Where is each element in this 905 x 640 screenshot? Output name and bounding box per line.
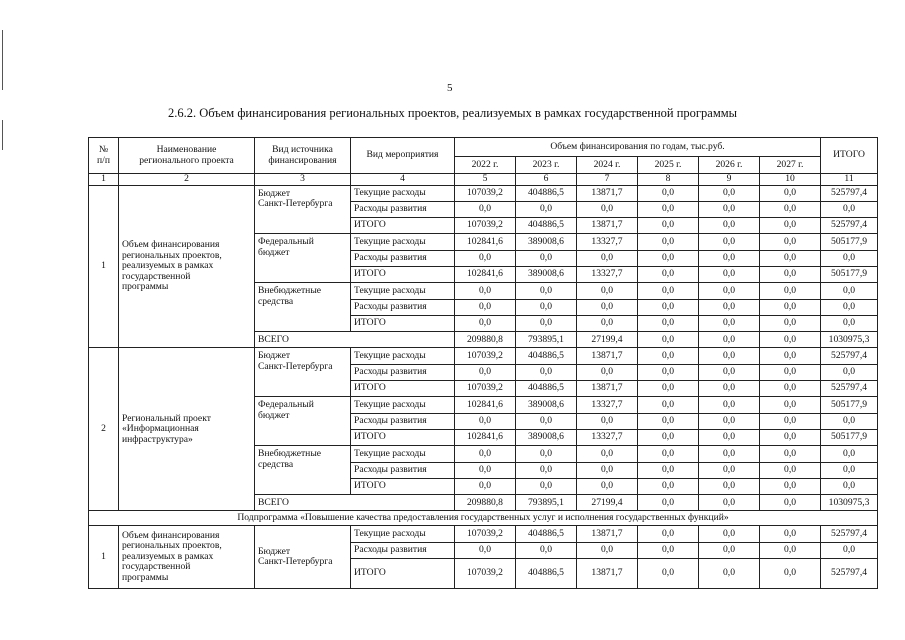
column-number: 5 — [455, 174, 516, 186]
value-cell: 0,0 — [699, 429, 760, 445]
value-cell: 102841,6 — [455, 397, 516, 413]
activity-type: Текущие расходы — [351, 185, 455, 201]
activity-type: Расходы развития — [351, 201, 455, 217]
project-number: 1 — [89, 526, 119, 589]
value-cell: 0,0 — [577, 462, 638, 478]
total-cell: 0,0 — [821, 446, 878, 462]
project-name: Объем финансирования региональных проектов, реализуемых в рамках государственной программы — [119, 526, 255, 589]
scan-edge-mark — [2, 120, 3, 150]
value-cell: 13327,7 — [577, 397, 638, 413]
activity-type: Текущие расходы — [351, 397, 455, 413]
value-cell: 102841,6 — [455, 266, 516, 282]
value-cell: 107039,2 — [455, 526, 516, 542]
value-cell: 0,0 — [760, 542, 821, 558]
header-year: 2023 г. — [516, 157, 577, 174]
value-cell: 0,0 — [638, 559, 699, 589]
header-row — [89, 138, 878, 157]
total-cell: 1030975,3 — [821, 495, 878, 511]
column-number: 2 — [119, 174, 255, 186]
column-number: 3 — [255, 174, 351, 186]
value-cell: 0,0 — [455, 462, 516, 478]
value-cell: 0,0 — [638, 495, 699, 511]
column-number: 9 — [699, 174, 760, 186]
value-cell: 0,0 — [577, 446, 638, 462]
total-cell: 1030975,3 — [821, 332, 878, 348]
total-cell: 525797,4 — [821, 559, 878, 589]
value-cell: 13871,7 — [577, 185, 638, 201]
value-cell: 389008,6 — [516, 266, 577, 282]
header-total: ИТОГО — [821, 138, 878, 174]
financing-table — [88, 137, 878, 589]
value-cell: 0,0 — [760, 234, 821, 250]
table-row — [89, 526, 878, 542]
scan-edge-mark — [2, 30, 3, 90]
value-cell: 0,0 — [760, 413, 821, 429]
activity-type: Текущие расходы — [351, 234, 455, 250]
value-cell: 0,0 — [760, 364, 821, 380]
header-funding: Объем финансирования по годам, тыс.руб. — [455, 138, 821, 157]
funding-source: Федеральный бюджет — [255, 397, 351, 446]
value-cell: 107039,2 — [455, 381, 516, 397]
funding-source: Бюджет Санкт-Петербурга — [255, 348, 351, 397]
activity-type: Текущие расходы — [351, 348, 455, 364]
value-cell: 0,0 — [577, 283, 638, 299]
value-cell: 0,0 — [699, 201, 760, 217]
value-cell: 0,0 — [577, 542, 638, 558]
value-cell: 0,0 — [455, 283, 516, 299]
value-cell: 0,0 — [638, 429, 699, 445]
value-cell: 0,0 — [516, 413, 577, 429]
value-cell: 0,0 — [516, 446, 577, 462]
total-cell: 0,0 — [821, 462, 878, 478]
activity-type: Текущие расходы — [351, 283, 455, 299]
value-cell: 0,0 — [638, 413, 699, 429]
total-cell: 0,0 — [821, 250, 878, 266]
value-cell: 0,0 — [455, 299, 516, 315]
value-cell: 0,0 — [577, 413, 638, 429]
value-cell: 0,0 — [760, 299, 821, 315]
total-cell: 505177,9 — [821, 266, 878, 282]
value-cell: 389008,6 — [516, 429, 577, 445]
column-number: 7 — [577, 174, 638, 186]
total-cell: 525797,4 — [821, 526, 878, 542]
project-number: 2 — [89, 348, 119, 511]
value-cell: 13327,7 — [577, 266, 638, 282]
project-name: Региональный проект «Информационная инфраструктура» — [119, 348, 255, 511]
value-cell: 0,0 — [516, 478, 577, 494]
value-cell: 107039,2 — [455, 559, 516, 589]
activity-type: ИТОГО — [351, 381, 455, 397]
value-cell: 0,0 — [638, 526, 699, 542]
value-cell: 0,0 — [699, 542, 760, 558]
total-cell: 0,0 — [821, 478, 878, 494]
project-number: 1 — [89, 185, 119, 348]
funding-source: Федеральный бюджет — [255, 234, 351, 283]
value-cell: 0,0 — [699, 397, 760, 413]
value-cell: 0,0 — [638, 397, 699, 413]
value-cell: 0,0 — [760, 495, 821, 511]
value-cell: 13871,7 — [577, 218, 638, 234]
value-cell: 404886,5 — [516, 381, 577, 397]
value-cell: 0,0 — [638, 185, 699, 201]
value-cell: 0,0 — [699, 185, 760, 201]
activity-type: Расходы развития — [351, 462, 455, 478]
value-cell: 793895,1 — [516, 332, 577, 348]
value-cell: 0,0 — [760, 266, 821, 282]
value-cell: 27199,4 — [577, 332, 638, 348]
value-cell: 0,0 — [699, 348, 760, 364]
total-cell: 505177,9 — [821, 429, 878, 445]
value-cell: 0,0 — [699, 315, 760, 331]
total-cell: 525797,4 — [821, 348, 878, 364]
value-cell: 389008,6 — [516, 397, 577, 413]
value-cell: 0,0 — [638, 250, 699, 266]
value-cell: 0,0 — [455, 201, 516, 217]
value-cell: 0,0 — [699, 526, 760, 542]
section-title: 2.6.2. Объем финансирования региональных проектов, реализуемых в рамках государственной программы — [167, 106, 738, 120]
value-cell: 0,0 — [577, 250, 638, 266]
column-number: 4 — [351, 174, 455, 186]
value-cell: 0,0 — [455, 315, 516, 331]
table-body — [89, 138, 878, 589]
total-cell: 525797,4 — [821, 381, 878, 397]
total-cell: 0,0 — [821, 364, 878, 380]
total-cell: 505177,9 — [821, 397, 878, 413]
activity-type: ИТОГО — [351, 218, 455, 234]
activity-type: Текущие расходы — [351, 446, 455, 462]
header-year: 2027 г. — [760, 157, 821, 174]
header-year: 2024 г. — [577, 157, 638, 174]
value-cell: 0,0 — [638, 201, 699, 217]
value-cell: 0,0 — [699, 234, 760, 250]
value-cell: 0,0 — [699, 413, 760, 429]
value-cell: 13871,7 — [577, 559, 638, 589]
header-source: Вид источника финансирования — [255, 138, 351, 174]
value-cell: 404886,5 — [516, 526, 577, 542]
page-number: 5 — [447, 82, 453, 94]
value-cell: 0,0 — [577, 478, 638, 494]
value-cell: 0,0 — [516, 250, 577, 266]
activity-type: Расходы развития — [351, 299, 455, 315]
value-cell: 0,0 — [638, 234, 699, 250]
value-cell: 107039,2 — [455, 348, 516, 364]
total-cell: 0,0 — [821, 283, 878, 299]
value-cell: 0,0 — [760, 429, 821, 445]
value-cell: 0,0 — [638, 478, 699, 494]
table-row — [89, 185, 878, 201]
activity-type: Расходы развития — [351, 364, 455, 380]
total-cell: 525797,4 — [821, 185, 878, 201]
value-cell: 0,0 — [516, 201, 577, 217]
value-cell: 0,0 — [455, 446, 516, 462]
value-cell: 0,0 — [638, 315, 699, 331]
value-cell: 0,0 — [516, 542, 577, 558]
value-cell: 0,0 — [516, 283, 577, 299]
funding-source: Бюджет Санкт-Петербурга — [255, 185, 351, 234]
activity-type: ИТОГО — [351, 559, 455, 589]
activity-type: Расходы развития — [351, 250, 455, 266]
column-number-row — [89, 174, 878, 186]
value-cell: 0,0 — [760, 283, 821, 299]
funding-source: Внебюджетные средства — [255, 283, 351, 332]
activity-type: Расходы развития — [351, 413, 455, 429]
total-cell: 525797,4 — [821, 218, 878, 234]
funding-source: Бюджет Санкт-Петербурга — [255, 526, 351, 589]
value-cell: 404886,5 — [516, 348, 577, 364]
activity-type: ИТОГО — [351, 429, 455, 445]
total-cell: 0,0 — [821, 201, 878, 217]
value-cell: 0,0 — [760, 559, 821, 589]
value-cell: 13327,7 — [577, 429, 638, 445]
value-cell: 13871,7 — [577, 348, 638, 364]
value-cell: 0,0 — [638, 348, 699, 364]
value-cell: 0,0 — [699, 364, 760, 380]
value-cell: 0,0 — [699, 478, 760, 494]
value-cell: 389008,6 — [516, 234, 577, 250]
funding-source: Внебюджетные средства — [255, 446, 351, 495]
value-cell: 0,0 — [699, 283, 760, 299]
value-cell: 0,0 — [699, 250, 760, 266]
value-cell: 0,0 — [516, 462, 577, 478]
value-cell: 107039,2 — [455, 185, 516, 201]
value-cell: 0,0 — [638, 218, 699, 234]
value-cell: 0,0 — [699, 381, 760, 397]
value-cell: 13327,7 — [577, 234, 638, 250]
value-cell: 0,0 — [455, 478, 516, 494]
value-cell: 209880,8 — [455, 495, 516, 511]
value-cell: 404886,5 — [516, 218, 577, 234]
value-cell: 793895,1 — [516, 495, 577, 511]
header-year: 2025 г. — [638, 157, 699, 174]
value-cell: 0,0 — [760, 332, 821, 348]
value-cell: 0,0 — [760, 315, 821, 331]
grand-total-label: ВСЕГО — [255, 332, 455, 348]
grand-total-label: ВСЕГО — [255, 495, 455, 511]
value-cell: 0,0 — [699, 462, 760, 478]
header-year: 2026 г. — [699, 157, 760, 174]
value-cell: 0,0 — [638, 266, 699, 282]
value-cell: 0,0 — [760, 348, 821, 364]
subprogram-row — [89, 511, 878, 526]
header-num: № п/п — [89, 138, 119, 174]
value-cell: 404886,5 — [516, 559, 577, 589]
value-cell: 102841,6 — [455, 429, 516, 445]
activity-type: ИТОГО — [351, 478, 455, 494]
value-cell: 0,0 — [760, 478, 821, 494]
column-number: 10 — [760, 174, 821, 186]
value-cell: 0,0 — [516, 299, 577, 315]
value-cell: 0,0 — [760, 526, 821, 542]
activity-type: ИТОГО — [351, 315, 455, 331]
value-cell: 0,0 — [699, 332, 760, 348]
value-cell: 0,0 — [455, 542, 516, 558]
total-cell: 0,0 — [821, 413, 878, 429]
value-cell: 0,0 — [638, 364, 699, 380]
value-cell: 0,0 — [638, 299, 699, 315]
value-cell: 0,0 — [760, 397, 821, 413]
column-number: 8 — [638, 174, 699, 186]
value-cell: 107039,2 — [455, 218, 516, 234]
value-cell: 0,0 — [455, 250, 516, 266]
column-number: 11 — [821, 174, 878, 186]
project-name: Объем финансирования региональных проектов, реализуемых в рамках государственной программы — [119, 185, 255, 348]
value-cell: 0,0 — [638, 462, 699, 478]
value-cell: 0,0 — [760, 250, 821, 266]
column-number: 6 — [516, 174, 577, 186]
value-cell: 0,0 — [760, 185, 821, 201]
value-cell: 0,0 — [760, 381, 821, 397]
activity-type: Текущие расходы — [351, 526, 455, 542]
value-cell: 0,0 — [638, 381, 699, 397]
value-cell: 27199,4 — [577, 495, 638, 511]
value-cell: 102841,6 — [455, 234, 516, 250]
value-cell: 0,0 — [638, 542, 699, 558]
value-cell: 13871,7 — [577, 526, 638, 542]
value-cell: 0,0 — [760, 218, 821, 234]
value-cell: 0,0 — [760, 201, 821, 217]
value-cell: 0,0 — [577, 315, 638, 331]
header-activity: Вид мероприятия — [351, 138, 455, 174]
value-cell: 0,0 — [699, 299, 760, 315]
activity-type: Расходы развития — [351, 542, 455, 558]
value-cell: 0,0 — [455, 364, 516, 380]
header-year: 2022 г. — [455, 157, 516, 174]
value-cell: 0,0 — [760, 446, 821, 462]
value-cell: 0,0 — [577, 201, 638, 217]
total-cell: 0,0 — [821, 315, 878, 331]
total-cell: 0,0 — [821, 542, 878, 558]
value-cell: 209880,8 — [455, 332, 516, 348]
value-cell: 0,0 — [455, 413, 516, 429]
value-cell: 0,0 — [577, 299, 638, 315]
value-cell: 0,0 — [516, 315, 577, 331]
value-cell: 0,0 — [699, 266, 760, 282]
value-cell: 0,0 — [516, 364, 577, 380]
value-cell: 0,0 — [638, 332, 699, 348]
value-cell: 0,0 — [699, 495, 760, 511]
value-cell: 13871,7 — [577, 381, 638, 397]
subprogram-title: Подпрограмма «Повышение качества предоставления государственных услуг и исполнения государственных функций» — [89, 511, 878, 526]
total-cell: 505177,9 — [821, 234, 878, 250]
value-cell: 0,0 — [699, 446, 760, 462]
value-cell: 0,0 — [638, 446, 699, 462]
header-name: Наименование регионального проекта — [119, 138, 255, 174]
value-cell: 0,0 — [699, 218, 760, 234]
table-row — [89, 348, 878, 364]
value-cell: 0,0 — [760, 462, 821, 478]
value-cell: 0,0 — [577, 364, 638, 380]
total-cell: 0,0 — [821, 299, 878, 315]
activity-type: ИТОГО — [351, 266, 455, 282]
column-number: 1 — [89, 174, 119, 186]
value-cell: 404886,5 — [516, 185, 577, 201]
value-cell: 0,0 — [699, 559, 760, 589]
value-cell: 0,0 — [638, 283, 699, 299]
